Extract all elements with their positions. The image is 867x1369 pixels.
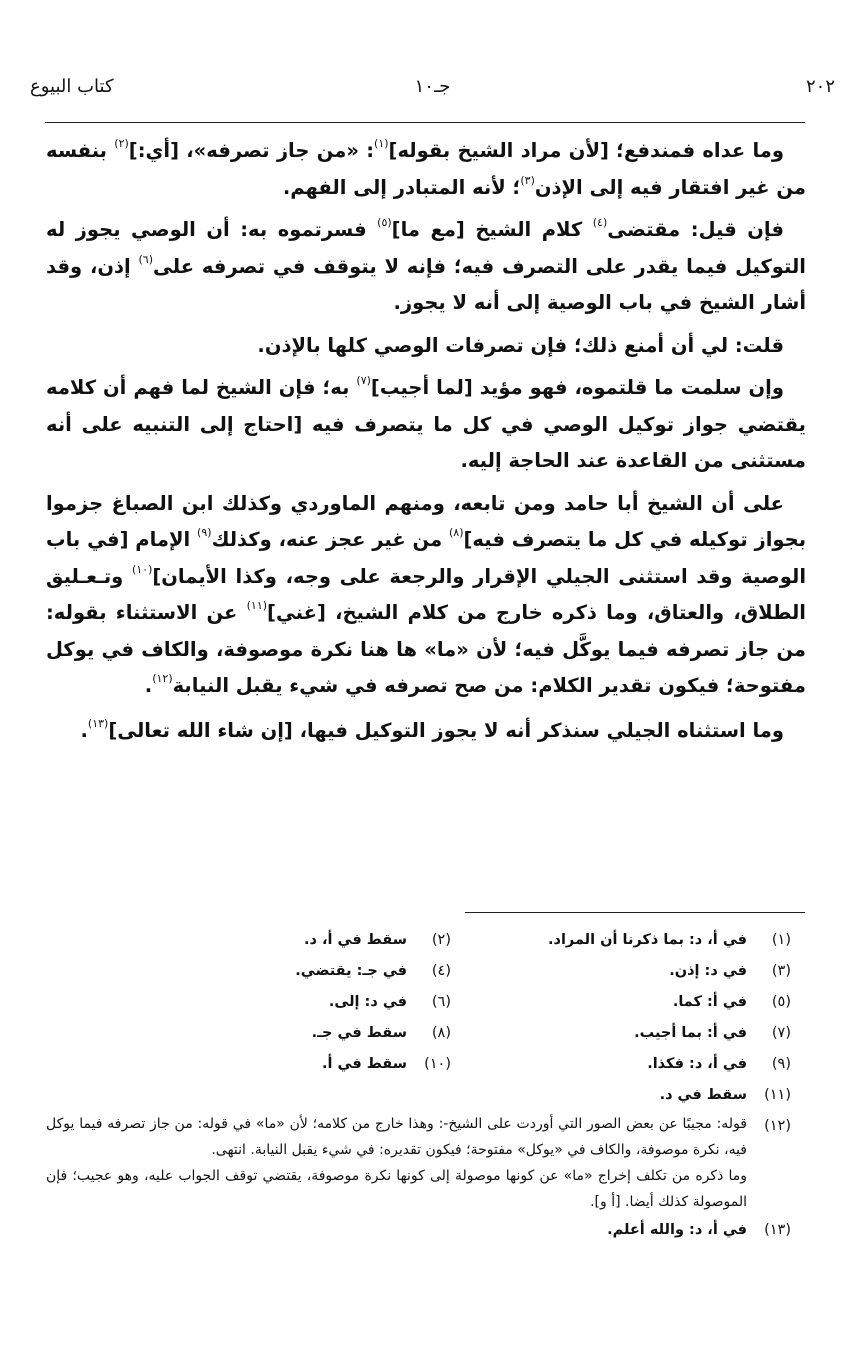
paragraph-3 — [46, 328, 806, 365]
book-title: كتاب البيوع — [30, 76, 114, 97]
footnote-4 — [131, 956, 451, 987]
footnote-number: (٣) — [771, 963, 791, 979]
footnote-ref: (٢) — [114, 137, 129, 150]
footnote-text: في أ: بما أجيب. — [634, 1025, 747, 1041]
text-run: على أن الشيخ أبا حامد ومن تابعه، ومنهم الماوردي وكذلك ابن الصباغ جزموا بجواز توكيله في كل ما يتصرف فيه] — [46, 491, 807, 551]
footnote-number: (٤) — [431, 963, 451, 979]
footnote-text: قوله: مجيبًا عن بعض الصور التي أوردت على الشيخ-: وهذا خارج من كلامه؛ لأن «ما» في قوله: من جاز تصرفه فيما يوكل فيه، نكرة موصوفة، والكاف في «يوكل» مفتوحة؛ فيكون تقديره: في شيء يقبل النيابة. انتهى. — [46, 1116, 747, 1158]
footnote-text: سقط في أ، د. — [304, 932, 407, 948]
text-run: قلت: لي أن أمنع ذلك؛ فإن تصرفات الوصي كلها بالإذن. — [257, 333, 784, 357]
volume-label: جـ١٠ — [414, 76, 451, 97]
text-run: الإمام [في باب الوصية وقد استثنى الجيلي الإقرار والرجعة على وجه، وكذا الأيمان] — [46, 528, 806, 588]
text-run: . — [80, 718, 88, 742]
text-run: . — [144, 674, 153, 697]
text-run: فإن قيل: مقتضى — [607, 218, 784, 241]
paragraph-1 — [46, 133, 806, 206]
footnote-number: (٦) — [431, 994, 451, 1010]
footnote-body — [46, 1111, 747, 1215]
footnote-number: (٧) — [771, 1025, 791, 1041]
footnote-ref: (٤) — [592, 216, 608, 229]
footnote-3 — [471, 956, 791, 987]
footnote-number: (٨) — [431, 1025, 451, 1041]
text-run: وما عداه فمندفع؛ [لأن مراد الشيخ بقوله] — [388, 139, 784, 162]
footnote-text: في أ، د: بما ذكرنا أن المراد. — [548, 932, 747, 948]
footnote-7 — [471, 1018, 791, 1049]
footnote-grid — [46, 925, 791, 1080]
text-run: : «من جاز تصرفه»، [أي:] — [128, 139, 375, 162]
footnote-number: (١١) — [764, 1087, 791, 1103]
footnote-9 — [471, 1049, 791, 1080]
text-run: عن الاستثناء بقوله: من جاز تصرفه فيما يوكَّل فيه؛ لأن «ما» ها هنا نكرة موصوفة، والكاف في يوكل مفتوحة؛ فيكون تقدير الكلام: من صح تصرفه في شيء يقبل النيابة — [46, 601, 806, 697]
footnote-ref: (١٠) — [131, 562, 153, 576]
footnote-ref: (٧) — [356, 374, 371, 387]
main-text — [46, 133, 806, 755]
text-run: كلام الشيخ [مع ما] — [391, 218, 593, 241]
footnote-ref: (١٣) — [87, 716, 109, 730]
text-run: وتـعـليق الطلاق، والعتاق، وما ذكره خارج من كلام الشيخ، [غني] — [46, 564, 806, 624]
footnote-text: في أ، د: فكذا. — [647, 1056, 747, 1072]
footnote-10 — [131, 1049, 451, 1080]
footnote-text: في أ، د: والله أعلم. — [607, 1222, 747, 1238]
footnote-ref: (٦) — [138, 252, 154, 266]
text-run: فسرتموه به: أن الوصي يجوز له التوكيل فيما يقدر على التصرف فيه؛ فإنه لا يتوقف في تصرفه على — [46, 218, 806, 278]
footnotes — [46, 925, 791, 1246]
footnote-text: في د: إلى. — [328, 994, 407, 1010]
header-rule — [45, 122, 805, 123]
text-run: بنفسه من غير افتقار فيه إلى الإذن — [46, 139, 806, 199]
paragraph-6 — [46, 713, 806, 750]
footnote-ref: (١) — [374, 137, 389, 150]
text-run: وما استثناه الجيلي سنذكر أنه لا يجوز التوكيل فيها، [إن شاء الله تعالى] — [108, 718, 784, 742]
footnote-rule — [465, 912, 805, 913]
footnote-text: في د: إذن. — [669, 963, 747, 979]
text-run: إذن، وقد أشار الشيخ في باب الوصية إلى أنه لا يجوز. — [46, 254, 806, 314]
paragraph-5 — [46, 486, 806, 705]
text-run: من غير عجز عنه، وكذلك — [211, 528, 449, 551]
paragraph-2 — [46, 212, 806, 322]
footnote-2 — [131, 925, 451, 956]
paragraph-4 — [46, 370, 806, 480]
footnote-number: (١٢) — [764, 1118, 791, 1134]
footnote-ref: (١١) — [246, 599, 268, 612]
footnote-number: (١) — [771, 932, 791, 948]
footnote-text: في أ: كما. — [672, 994, 747, 1010]
footnote-text: سقط في د. — [659, 1087, 747, 1103]
footnote-12 — [46, 1111, 791, 1215]
footnote-number: (١٣) — [764, 1222, 791, 1238]
footnote-number: (١٠) — [424, 1056, 451, 1072]
footnote-1 — [471, 925, 791, 956]
footnote-number: (٢) — [431, 932, 451, 948]
footnote-text: سقط في أ. — [322, 1056, 407, 1072]
footnote-text: سقط في جـ. — [311, 1025, 407, 1041]
page-number: ٢٠٢ — [805, 76, 835, 97]
page-header — [30, 70, 835, 110]
footnote-6 — [131, 987, 451, 1018]
text-run: وإن سلمت ما قلتموه، فهو مؤيد [لما أجيب] — [370, 376, 784, 399]
footnote-number: (٥) — [771, 994, 791, 1010]
footnote-5 — [471, 987, 791, 1018]
footnote-ref: (٩) — [197, 526, 212, 539]
footnote-8 — [131, 1018, 451, 1049]
text-run: ؛ لأنه المتبادر إلى الفهم. — [282, 175, 521, 199]
footnote-ref: (٨) — [448, 526, 464, 539]
footnote-ref: (١٢) — [152, 672, 173, 685]
footnote-11 — [46, 1080, 791, 1111]
footnote-text: في جـ: يقتضي. — [295, 963, 407, 979]
footnote-text: وما ذكره من تكلف إخراج «ما» عن كونها موصولة إلى كونها نكرة موصوفة، يقتضي توقف الجواب عليه، وهو عجيب؛ فإن الموصولة كذلك أيضا. [أ و]. — [46, 1168, 747, 1210]
text-run: به؛ فإن الشيخ لما فهم أن كلامه يقتضي جواز توكيل الوصي في كل ما يتصرف فيه [احتاج إلى التنبيه على أنه مستثنى من القاعدة عند الحاجة إليه. — [46, 376, 806, 472]
footnote-number: (٩) — [771, 1056, 791, 1072]
footnote-ref: (٥) — [377, 216, 392, 229]
footnote-13 — [46, 1215, 791, 1246]
footnote-ref: (٣) — [520, 173, 535, 187]
